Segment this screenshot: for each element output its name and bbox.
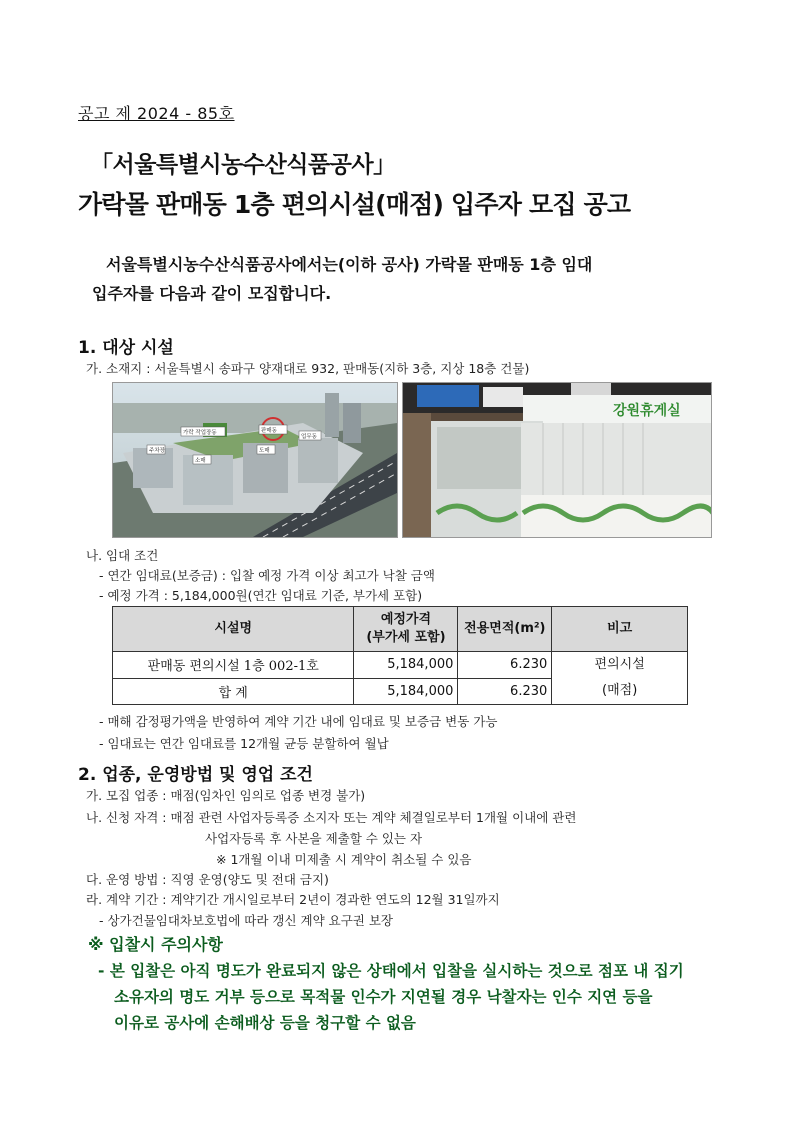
cell-area: 6.230 [458,678,552,705]
page-title: 가락몰 판매동 1층 편의시설(매점) 입주자 모집 공고 [78,190,631,219]
shop-front-image [403,383,711,537]
table-row [113,652,688,679]
shop-sign-text: 강원휴게실 [613,403,681,419]
notice-number: 공고 제 2024 - 85호 [78,104,235,123]
cell-total-label: 합 계 [113,678,354,705]
column-header-facility: 시설명 [113,607,354,652]
section1-heading: 1. 대상 시설 [78,338,174,358]
intro-line: 서울특별시농수산식품공사에서는(이하 공사) 가락몰 판매동 1층 임대 [106,255,593,274]
rendering-label: 도매 [259,448,270,454]
condition-item: 다. 운영 방법 : 직영 운영(양도 및 전대 금지) [86,872,329,887]
cell-remark-line: (매점) [602,683,638,698]
intro-line: 입주자를 다음과 같이 모집합니다. [92,284,332,303]
caution-line: - 본 입찰은 아직 명도가 완료되지 않은 상태에서 입찰을 실시하는 것으로 점포 내 집기 [98,962,684,980]
aerial-rendering-image [113,383,397,537]
condition-item: 라. 계약 기간 : 계약기간 개시일로부터 2년이 경과한 연도의 12월 31일까지 [86,892,500,907]
column-header-price-line: 예정가격 [380,612,432,627]
caution-body [98,958,684,1036]
column-header-remark: 비고 [552,607,688,652]
note-item: - 매해 감정평가액을 반영하여 계약 기간 내에 임대료 및 보증금 변동 가능 [99,714,498,729]
lease-item: - 예정 가격 : 5,184,000원(연간 임대료 기준, 부가세 포함) [99,588,423,603]
caution-title: ※ 입찰시 주의사항 [88,935,223,954]
condition-item: 가. 모집 업종 : 매점(임차인 임의로 업종 변경 불가) [86,788,366,803]
rendering-label: 주차장 [149,448,165,454]
cell-area: 6.230 [458,652,552,679]
column-header-area: 전용면적(m²) [458,607,552,652]
cell-price: 5,184,000 [354,678,458,705]
shop-front-photo [402,382,712,538]
cell-price: 5,184,000 [354,652,458,679]
facility-table [112,606,688,705]
section2-heading: 2. 업종, 운영방법 및 영업 조건 [78,765,313,785]
location-item: 가. 소재지 : 서울특별시 송파구 양재대로 932, 판매동(지하 3층, 지상 18층 건물) [86,361,530,376]
cell-remark-line: 편의시설 [594,657,645,672]
rendering-label: 가락 작업장동 [183,430,217,436]
condition-item: 사업자등록 후 사본을 제출할 수 있는 자 [205,831,423,846]
cell-facility-name: 판매동 편의시설 1층 002-1호 [113,652,354,679]
rendering-label: 업무동 [301,434,317,440]
column-header-price-line: (부가세 포함) [366,630,446,645]
caution-line: 소유자의 명도 거부 등으로 목적물 인수가 지연될 경우 낙찰자는 인수 지연 등을 [114,988,653,1006]
condition-item: - 상가건물임대차보호법에 따라 갱신 계약 요구권 보장 [99,913,394,928]
aerial-rendering-photo [112,382,398,538]
lease-item: - 연간 임대료(보증금) : 입찰 예정 가격 이상 최고가 낙찰 금액 [99,568,435,583]
rendering-label: 소매 [195,458,206,464]
cell-remark [552,652,688,705]
title-organization: 「서울특별시농수산식품공사」 [90,152,396,178]
condition-item: 나. 신청 자격 : 매점 관련 사업자등록증 소지자 또는 계약 체결일로부터 1개월 이내에 관련 [86,810,577,825]
intro-text [92,250,593,308]
caution-line: 이유로 공사에 손해배상 등을 청구할 수 없음 [114,1014,416,1032]
rendering-label: 판매동 [261,428,277,434]
note-item: - 임대료는 연간 임대료를 12개월 균등 분할하여 월납 [99,736,389,751]
column-header-price [354,607,458,652]
lease-title: 나. 임대 조건 [86,548,159,563]
condition-item: ※ 1개월 이내 미제출 시 계약이 취소될 수 있음 [216,852,472,867]
